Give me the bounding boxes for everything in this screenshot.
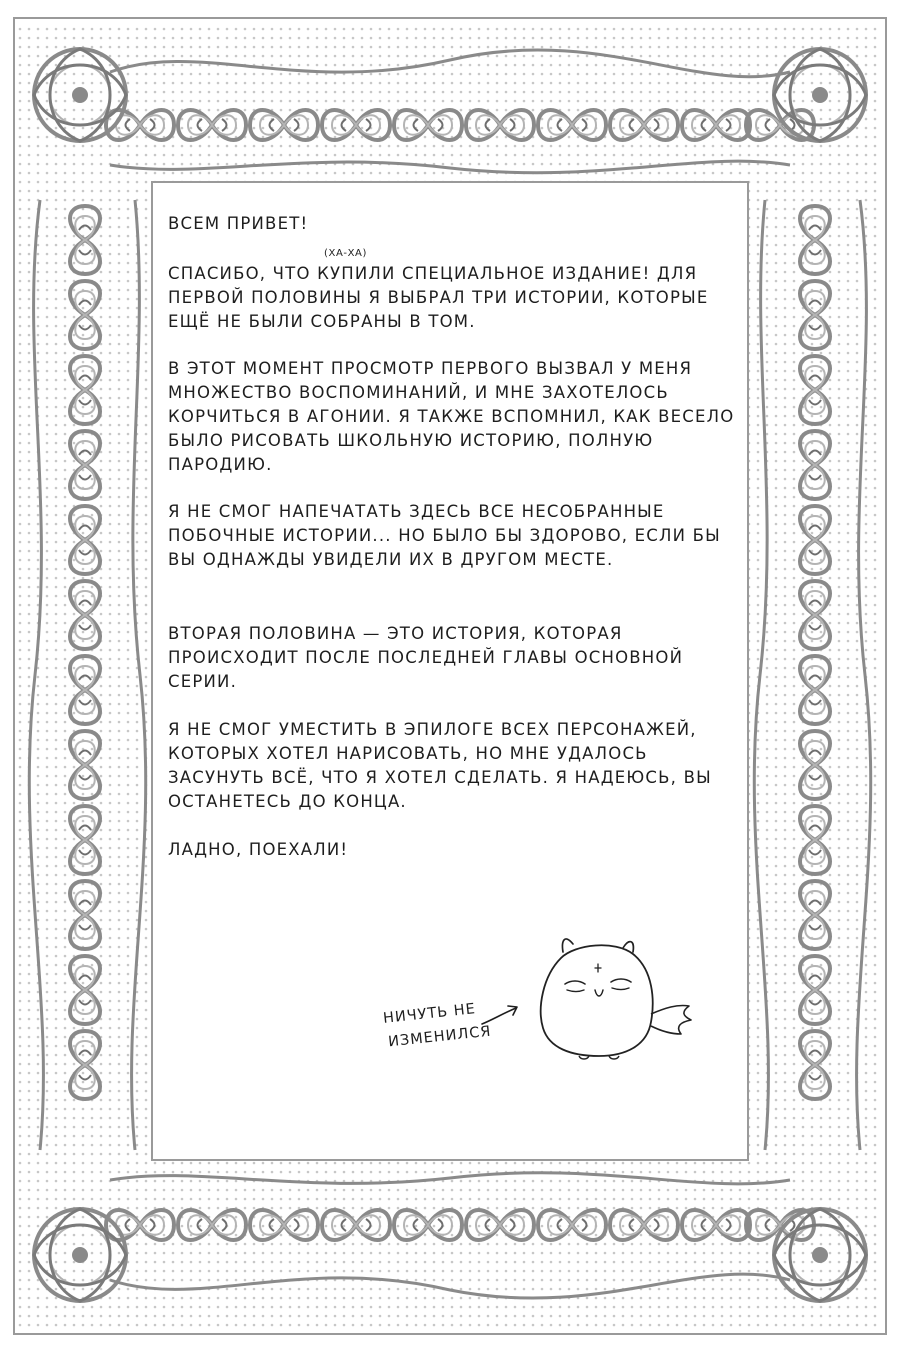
letter-line: БЫЛО РИСОВАТЬ ШКОЛЬНУЮ ИСТОРИЮ, ПОЛНУЮ xyxy=(168,431,654,450)
letter-line: МНОЖЕСТВО ВОСПОМИНАНИЙ, И МНЕ ЗАХОТЕЛОСЬ xyxy=(168,383,669,402)
letter-line: ЕЩЁ НЕ БЫЛИ СОБРАНЫ В ТОМ. xyxy=(168,312,476,331)
letter-line: ПОБОЧНЫЕ ИСТОРИИ... НО БЫЛО БЫ ЗДОРОВО, ЕСЛИ БЫ xyxy=(168,526,721,545)
greeting-text: ВСЕМ ПРИВЕТ! xyxy=(168,214,309,233)
letter-line: СЕРИИ. xyxy=(168,672,238,691)
letter-line: СПАСИБО, ЧТО КУПИЛИ СПЕЦИАЛЬНОЕ ИЗДАНИЕ! ДЛЯ xyxy=(168,264,698,283)
letter-line: ВЫ ОДНАЖДЫ УВИДЕЛИ ИХ В ДРУГОМ МЕСТЕ. xyxy=(168,550,614,569)
doodle-caption-line2: ИЗМЕНИЛСЯ xyxy=(387,1023,493,1051)
letter-line: ПЕРВОЙ ПОЛОВИНЫ Я ВЫБРАЛ ТРИ ИСТОРИИ, КОТОРЫЕ xyxy=(168,288,709,307)
letter-line: КОТОРЫХ ХОТЕЛ НАРИСОВАТЬ, НО МНЕ УДАЛОСЬ xyxy=(168,744,648,763)
letter-line: ПРОИСХОДИТ ПОСЛЕ ПОСЛЕДНЕЙ ГЛАВЫ ОСНОВНОЙ xyxy=(168,648,684,667)
letter-line: ОСТАНЕТЕСЬ ДО КОНЦА. xyxy=(168,792,407,811)
letter-line: В ЭТОТ МОМЕНТ ПРОСМОТР ПЕРВОГО ВЫЗВАЛ У МЕНЯ xyxy=(168,359,693,378)
ruby-note: (ХА-ХА) xyxy=(324,248,367,259)
letter-line: ЗАСУНУТЬ ВСЁ, ЧТО Я ХОТЕЛ СДЕЛАТЬ. Я НАДЕЮСЬ, ВЫ xyxy=(168,768,712,787)
owl-icon xyxy=(505,930,695,1065)
letter-line: Я НЕ СМОГ УМЕСТИТЬ В ЭПИЛОГЕ ВСЕХ ПЕРСОНАЖЕЙ, xyxy=(168,720,697,739)
letter-line: Я НЕ СМОГ НАПЕЧАТАТЬ ЗДЕСЬ ВСЕ НЕСОБРАННЫЕ xyxy=(168,502,665,521)
letter-line: ПАРОДИЮ. xyxy=(168,455,273,474)
letter-line: ВТОРАЯ ПОЛОВИНА — ЭТО ИСТОРИЯ, КОТОРАЯ xyxy=(168,624,623,643)
doodle-caption-line1: НИЧУТЬ НЕ xyxy=(382,1001,477,1027)
closing-text: ЛАДНО, ПОЕХАЛИ! xyxy=(168,840,349,859)
letter-line: КОРЧИТЬСЯ В АГОНИИ. Я ТАКЖЕ ВСПОМНИЛ, КАК ВЕСЕЛО xyxy=(168,407,735,426)
